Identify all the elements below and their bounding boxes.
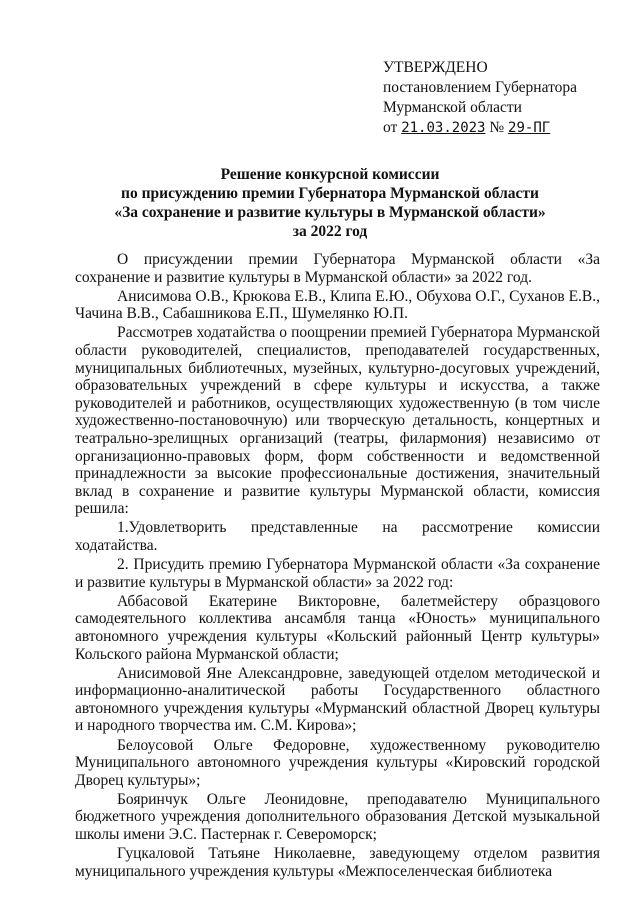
approval-line-3: Мурманской области xyxy=(383,99,522,116)
laureate-boyarinchuk: Бояринчук Ольге Леонидовне, преподавателю Муниципального бюджетного учреждения дополнительного образования Детской музыкальной школы имени Э.С. Пастернак г. Североморск; xyxy=(75,790,600,843)
paragraph-decision-1: 1.Удовлетворить представленные на рассмотрение комиссии ходатайства. xyxy=(75,519,600,554)
laureate-abbasova: Аббасовой Екатерине Викторовне, балетмейстеру образцового самодеятельного коллектива ансамбля танца «Юность» муниципального автономного учреждения культуры «Кольский районный Центр культуры» Кольского района Мурманской области; xyxy=(75,592,600,663)
laureate-gutskalova: Гуцкаловой Татьяне Николаевне, заведующему отделом развития муниципального учреждения культуры «Межпоселенческая библиотека xyxy=(75,845,600,880)
paragraph-subject: О присуждении премии Губернатора Мурманской области «За сохранение и развитие культуры в Мурманской области» за 2022 год. xyxy=(75,251,600,286)
paragraph-consideration: Рассмотрев ходатайства о поощрении премией Губернатора Мурманской области руководителей, специалистов, преподавателей государственных, муниципальных библиотечных, музейных, культурно-досуговых учреждений, образовательных учреждений в сфере культуры и искусства, а также руководителей и работников, осуществляющих художественную (в том числе художественно-постановочную) или творческую детальность, концертных и театрально-зрелищных организаций (театры, филармония) независимо от организационно-правовых форм, форм собственности и ведомственной принадлежности за высокие профессиональные достижения, значительный вклад в сохранение и развитие культуры Мурманской области, комиссия решила: xyxy=(75,324,600,518)
approval-heading: УТВЕРЖДЕНО xyxy=(383,59,488,76)
title-line-1: Решение конкурсной комиссии xyxy=(220,166,440,183)
approval-date: 21.03.2023 xyxy=(401,120,486,136)
laureate-anisimova: Анисимовой Яне Александровне, заведующей отделом методической и информационно-аналитической работы Государственного областного автономного учреждения культуры «Мурманский областной Дворец культуры и народного творчества им. С.М. Кирова»; xyxy=(75,664,600,735)
title-line-3: «За сохранение и развитие культуры в Мурманской области» xyxy=(114,204,546,221)
document-title xyxy=(60,165,600,241)
paragraph-decision-2: 2. Присудить премию Губернатора Мурманской области «За сохранение и развитие культуры в Мурманской области» за 2022 год: xyxy=(75,556,600,591)
approval-from-label: от xyxy=(383,119,398,136)
document-body xyxy=(75,251,600,882)
approval-date-line xyxy=(383,118,577,138)
paragraph-commission-members: Анисимова О.В., Крюкова Е.В., Клипа Е.Ю., Обухова О.Г., Суханов Е.В., Чачина В.В., Сабашникова Е.П., Шумелянко Ю.П. xyxy=(75,287,600,323)
laureate-belousova: Белоусовой Ольге Федоровне, художественному руководителю Муниципального автономного учреждения культуры «Кировский городской Дворец культуры»; xyxy=(75,736,600,789)
approval-stamp xyxy=(383,58,577,138)
approval-line-2: постановлением Губернатора xyxy=(383,79,578,96)
title-line-2: по присуждению премии Губернатора Мурманской области xyxy=(121,185,539,202)
approval-number: 29-ПГ xyxy=(508,120,551,136)
approval-number-label: № xyxy=(489,119,505,136)
title-line-4: за 2022 год xyxy=(292,223,368,240)
